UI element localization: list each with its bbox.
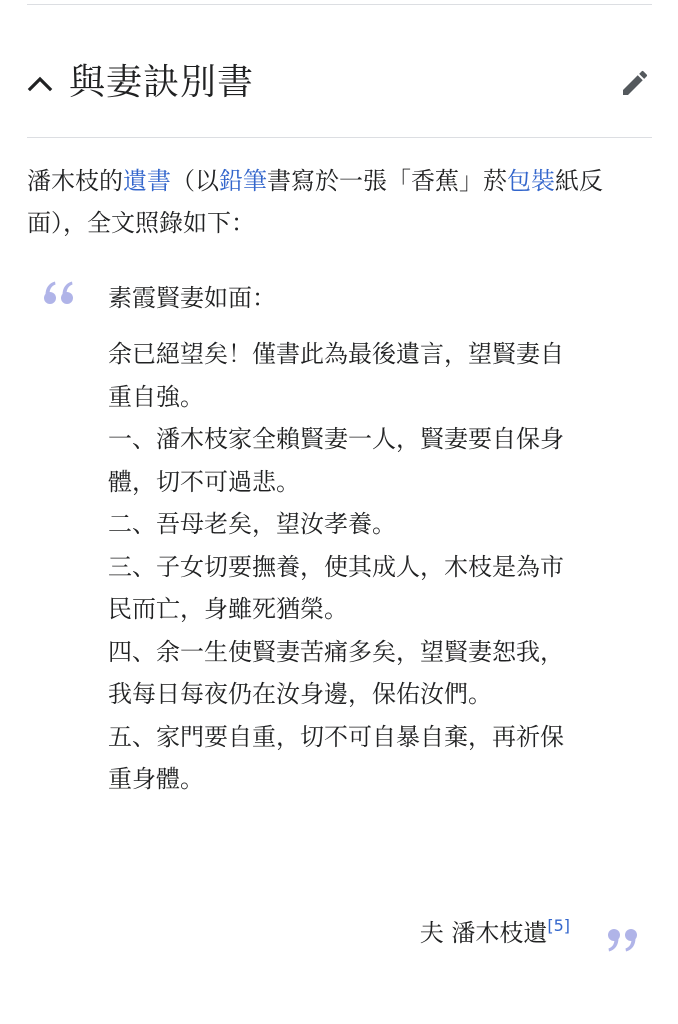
- intro-paragraph: [27, 160, 652, 244]
- intro-text: 書寫於一張「香蕉」菸: [267, 167, 507, 195]
- close-quote-icon: [603, 925, 639, 955]
- intro-text: 潘木枝的: [27, 167, 123, 195]
- intro-text: 紙反面），全文照錄如下：: [27, 167, 603, 237]
- letter-line: 三、子女切要撫養，使其成人，木枝是為市民而亡，身雖死猶榮。: [108, 552, 564, 623]
- section-header[interactable]: [27, 52, 652, 114]
- letter-body: [108, 333, 578, 801]
- chevron-up-icon[interactable]: [27, 68, 57, 98]
- top-divider: [27, 4, 652, 5]
- letter-signature: [300, 912, 570, 954]
- letter-line: 四、余一生使賢妻苦痛多矣，望賢妻恕我，我每日每夜仍在汝身邊，保佑汝們。: [108, 637, 564, 708]
- intro-text: （以: [171, 167, 219, 195]
- letter-line: 二、吾母老矣，望汝孝養。: [108, 510, 396, 538]
- letter-line: 余已絕望矣！僅書此為最後遺言，望賢妻自重自強。: [108, 340, 564, 411]
- signature-text: 夫 潘木枝遺: [419, 919, 548, 947]
- letter-line: 五、家門要自重，切不可自暴自棄，再祈保重身體。: [108, 722, 564, 793]
- reference-sup: [547, 916, 570, 935]
- letter-quote: [108, 277, 578, 801]
- pencil-icon[interactable]: [618, 66, 652, 100]
- link-will[interactable]: 遺書: [123, 167, 171, 195]
- reference-link[interactable]: [5]: [547, 916, 570, 935]
- link-packaging[interactable]: 包裝: [507, 167, 555, 195]
- link-pencil[interactable]: 鉛筆: [219, 167, 267, 195]
- section-title: 與妻訣別書: [69, 62, 255, 103]
- letter-line: 一、潘木枝家全賴賢妻一人，賢妻要自保身體，切不可過悲。: [108, 425, 564, 496]
- open-quote-icon: [42, 278, 78, 308]
- letter-salutation: 素霞賢妻如面：: [108, 284, 276, 312]
- section-divider: [27, 137, 652, 138]
